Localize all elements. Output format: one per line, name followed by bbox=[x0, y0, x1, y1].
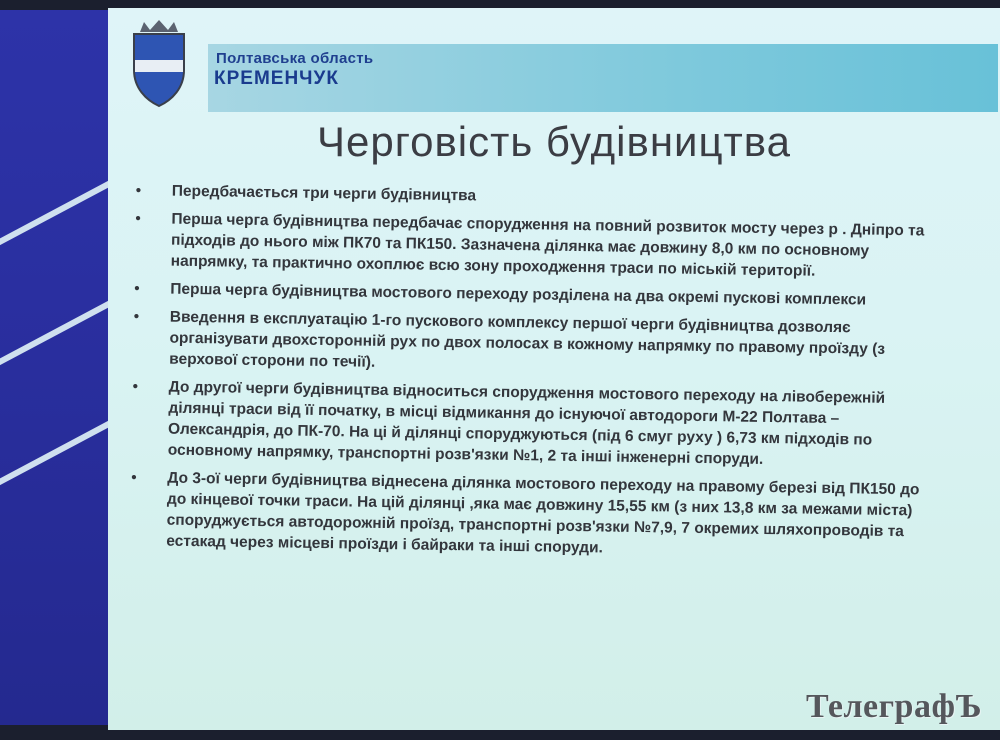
city-crest-icon bbox=[126, 18, 192, 108]
bullet-icon: • bbox=[135, 210, 141, 228]
bullet-text: До 3-ої черги будівництва віднесена ділянка мостового переходу на правому березі від ПК150 до до кінцевої точки траси. На цій ділянці ,яка має довжину 15,55 км (з них 13,8 км за межами міста) споруджується автодорожній проїзд, транспортні розв'язки №7,9, 7 окремих шляхопроводів та естакад через місцеві проїзди і байраки та інші споруди. bbox=[166, 469, 920, 557]
list-item bbox=[131, 208, 932, 284]
bullet-text: Перша черга будівництва передбачає спорудження на повний розвиток мосту через р . Дніпро та підходів до нього між ПК70 та ПК150. Зазначена ділянка має довжину 8,0 км по основному напрямку, та практично охоплює всю зону проходження траси по міській території. bbox=[170, 210, 925, 280]
bullet-icon: • bbox=[131, 469, 137, 487]
bullet-list bbox=[126, 180, 932, 571]
bullet-text: До другої черги будівництва відноситься спорудження мостового переходу на лівобережній ділянці траси від її початку, в місці відмикання до існуючої автодороги М-22 Полтава – Олександрія, до ПК-70. На ці й ділянці споруджуються (під 6 смуг руху ) 6,73 км підходів по основному напрямку, транспортні розв'язки №1, 2 та інші інженерні споруди. bbox=[167, 378, 886, 468]
bullet-text: Перша черга будівництва мостового переходу розділена на два окремі пускові комплекси bbox=[170, 280, 867, 309]
bullet-text: Передбачається три черги будівництва bbox=[171, 182, 477, 205]
bullet-icon: • bbox=[133, 308, 140, 326]
bullet-icon: • bbox=[135, 182, 142, 200]
region-label: Полтавська область bbox=[216, 50, 374, 67]
decor-stripe bbox=[0, 277, 120, 386]
city-label: КРЕМЕНЧУК bbox=[214, 68, 339, 89]
decor-stripe bbox=[0, 397, 120, 506]
list-item bbox=[126, 467, 927, 564]
list-item bbox=[130, 278, 930, 312]
bullet-icon: • bbox=[134, 280, 140, 298]
bullet-icon: • bbox=[132, 378, 139, 396]
list-item bbox=[129, 306, 930, 382]
slide-title: Черговість будівництва bbox=[317, 118, 791, 165]
presentation-slide bbox=[108, 8, 1000, 730]
list-item bbox=[132, 180, 932, 214]
list-item bbox=[128, 376, 929, 473]
bullet-text: Введення в експлуатацію 1-го пускового комплексу першої черги будівництва дозволяє організувати двохсторонній рух по двох полосах в кожному напрямку по правому проїзду (з верхової сторони по течії). bbox=[169, 308, 886, 371]
watermark-logo: ТелеграфЪ bbox=[805, 688, 982, 725]
slide-left-band bbox=[0, 10, 120, 725]
decor-stripe bbox=[0, 157, 120, 266]
